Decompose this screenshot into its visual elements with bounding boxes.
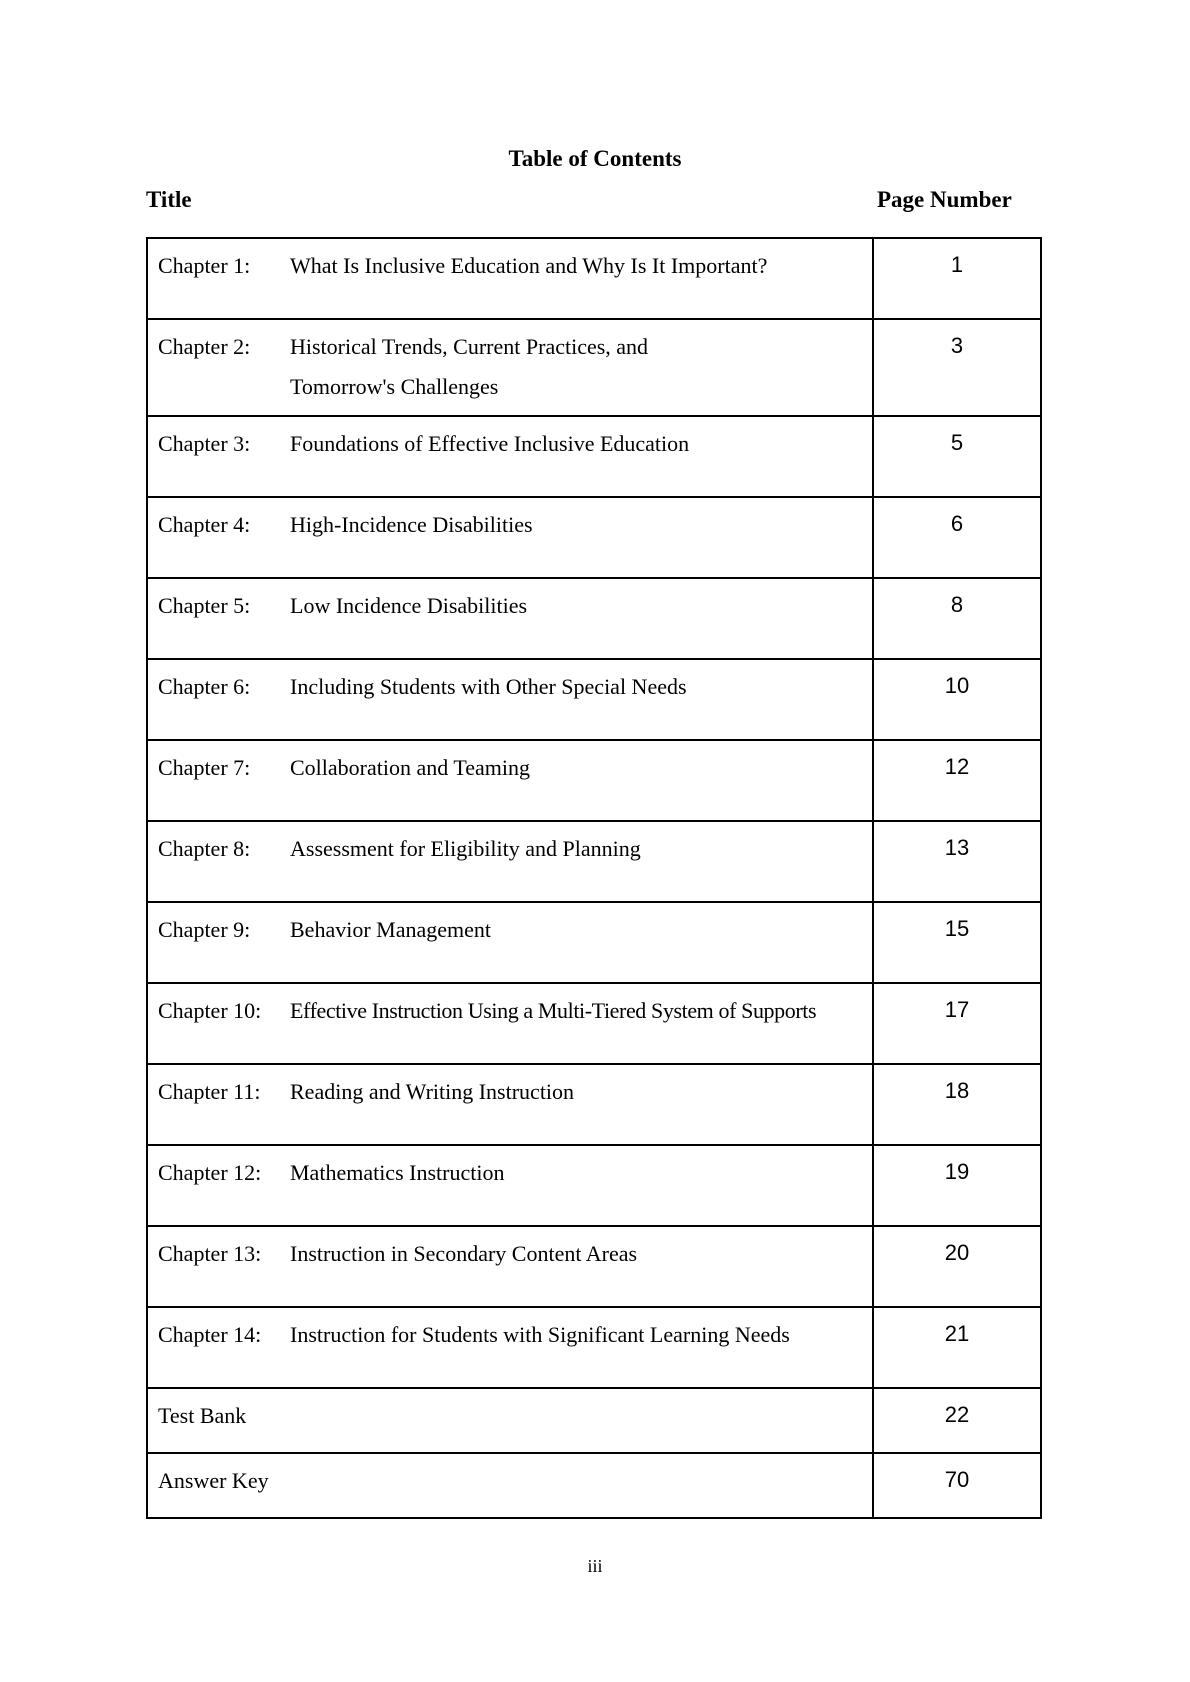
toc-row[interactable]	[147, 1453, 1041, 1518]
toc-page-cell	[873, 319, 1041, 416]
toc-page-cell	[873, 983, 1041, 1064]
chapter-label: Chapter 4:	[158, 512, 251, 537]
chapter-title[interactable]: Behavior Management	[290, 917, 491, 942]
toc-title-cell	[147, 1145, 873, 1226]
footer-page-number: iii	[587, 1556, 603, 1576]
page-number: 13	[944, 835, 970, 860]
chapter-label: Chapter 9:	[158, 917, 251, 942]
page-number: 1	[950, 252, 964, 277]
toc-row[interactable]	[147, 416, 1041, 497]
toc-title-cell	[147, 416, 873, 497]
toc-page-cell	[873, 578, 1041, 659]
chapter-label: Chapter 12:	[158, 1160, 262, 1185]
toc-row[interactable]	[147, 319, 1041, 416]
chapter-title[interactable]: Collaboration and Teaming	[290, 755, 531, 780]
toc-row[interactable]	[147, 902, 1041, 983]
toc-page-cell	[873, 659, 1041, 740]
title-column-header: Title	[146, 187, 192, 212]
toc-page-cell	[873, 821, 1041, 902]
chapter-title	[290, 1461, 872, 1501]
toc-title-cell	[147, 1226, 873, 1307]
chapter-title[interactable]: Low Incidence Disabilities	[290, 593, 528, 618]
section-label[interactable]: Test Bank	[158, 1403, 247, 1428]
chapter-label: Chapter 7:	[158, 755, 251, 780]
chapter-label: Chapter 14:	[158, 1322, 262, 1347]
toc-row[interactable]	[147, 1388, 1041, 1453]
toc-title-cell	[147, 821, 873, 902]
chapter-title[interactable]: Mathematics Instruction	[290, 1160, 505, 1185]
toc-row[interactable]	[147, 1226, 1041, 1307]
toc-page-cell	[873, 1307, 1041, 1388]
page-title: Table of Contents	[508, 146, 682, 171]
chapter-label: Chapter 10:	[158, 998, 262, 1023]
toc-title-cell	[147, 1388, 873, 1453]
chapter-label: Chapter 11:	[158, 1079, 261, 1104]
toc-title-cell	[147, 238, 873, 319]
chapter-label: Chapter 13:	[158, 1241, 262, 1266]
toc-row[interactable]	[147, 1064, 1041, 1145]
page-number: 21	[944, 1321, 970, 1346]
toc-page-cell	[873, 740, 1041, 821]
chapter-label: Chapter 6:	[158, 674, 251, 699]
section-label[interactable]: Answer Key	[158, 1468, 269, 1493]
chapter-title[interactable]: High-Incidence Disabilities	[290, 512, 533, 537]
toc-title-cell	[147, 983, 873, 1064]
toc-page-cell	[873, 416, 1041, 497]
chapter-title[interactable]: Instruction for Students with Significant Learning Needs	[290, 1322, 790, 1347]
toc-title-cell	[147, 902, 873, 983]
chapter-label: Chapter 8:	[158, 836, 251, 861]
toc-page-cell	[873, 1064, 1041, 1145]
page-number: 22	[944, 1402, 970, 1427]
page-number: 8	[950, 592, 964, 617]
toc-row[interactable]	[147, 983, 1041, 1064]
toc-page-cell	[873, 1145, 1041, 1226]
chapter-label: Chapter 2:	[158, 334, 251, 359]
page-number: 5	[950, 430, 964, 455]
toc-table	[146, 237, 1042, 1519]
toc-title-cell	[147, 497, 873, 578]
toc-page-cell	[873, 1388, 1041, 1453]
chapter-title	[290, 1396, 872, 1436]
page-number: 19	[944, 1159, 970, 1184]
toc-page-cell	[873, 497, 1041, 578]
chapter-title[interactable]: Foundations of Effective Inclusive Education	[290, 431, 690, 456]
toc-row[interactable]	[147, 1307, 1041, 1388]
chapter-label: Chapter 1:	[158, 253, 251, 278]
toc-title-cell	[147, 740, 873, 821]
toc-row[interactable]	[147, 821, 1041, 902]
toc-title-cell	[147, 578, 873, 659]
toc-page-cell	[873, 1453, 1041, 1518]
toc-row[interactable]	[147, 659, 1041, 740]
toc-title-cell	[147, 659, 873, 740]
toc-title-cell	[147, 1453, 873, 1518]
page-number: 15	[944, 916, 970, 941]
chapter-title[interactable]: Effective Instruction Using a Multi-Tiered System of Supports	[290, 998, 817, 1023]
page-number-column-header: Page Number	[877, 187, 1012, 212]
toc-row[interactable]	[147, 238, 1041, 319]
page-number: 70	[944, 1467, 970, 1492]
chapter-title[interactable]: Instruction in Secondary Content Areas	[290, 1241, 638, 1266]
page-number: 20	[944, 1240, 970, 1265]
toc-page-cell	[873, 238, 1041, 319]
chapter-title[interactable]: Historical Trends, Current Practices, and Tomorrow's Challenges	[290, 334, 649, 399]
toc-title-cell	[147, 1307, 873, 1388]
chapter-label: Chapter 3:	[158, 431, 251, 456]
toc-title-cell	[147, 1064, 873, 1145]
toc-row[interactable]	[147, 1145, 1041, 1226]
chapter-title[interactable]: Reading and Writing Instruction	[290, 1079, 575, 1104]
page-number: 10	[944, 673, 970, 698]
toc-page-cell	[873, 1226, 1041, 1307]
toc-title-cell	[147, 319, 873, 416]
chapter-title[interactable]: What Is Inclusive Education and Why Is It Important?	[290, 253, 768, 278]
chapter-title[interactable]: Assessment for Eligibility and Planning	[290, 836, 641, 861]
toc-row[interactable]	[147, 740, 1041, 821]
page-number: 12	[944, 754, 970, 779]
page-number: 17	[944, 997, 970, 1022]
toc-row[interactable]	[147, 578, 1041, 659]
page-number: 18	[944, 1078, 970, 1103]
toc-row[interactable]	[147, 497, 1041, 578]
page-number: 6	[950, 511, 964, 536]
chapter-label: Chapter 5:	[158, 593, 251, 618]
chapter-title[interactable]: Including Students with Other Special Needs	[290, 674, 687, 699]
toc-page-cell	[873, 902, 1041, 983]
page-number: 3	[950, 333, 964, 358]
